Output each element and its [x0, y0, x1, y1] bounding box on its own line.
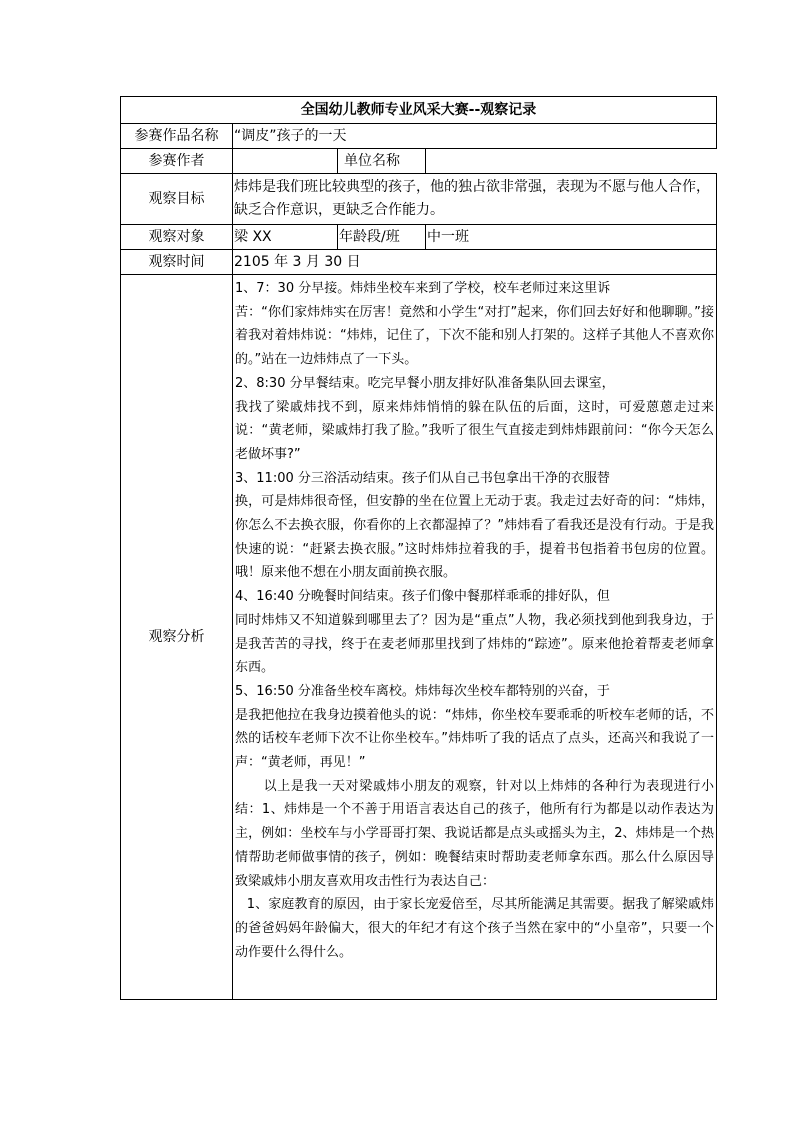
author-row — [121, 149, 717, 174]
subject-value: 梁 XX — [233, 225, 338, 250]
observation-record-sheet — [120, 96, 716, 1000]
subject-row — [121, 225, 717, 250]
analysis-paragraph: 1、7：30 分早接。炜炜坐校车来到了学校，校车老师过来这里诉 — [235, 281, 611, 296]
subject-label: 观察对象 — [121, 225, 233, 250]
analysis-paragraph: 2、8:30 分早餐结束。吃完早餐小朋友排好队准备集队回去课室， — [235, 375, 615, 391]
work-name-row — [121, 124, 717, 149]
goal-row — [121, 174, 717, 225]
work-name-value: “调皮”孩子的一天 — [233, 124, 717, 149]
time-row — [121, 250, 717, 275]
work-name-label: 参赛作品名称 — [121, 124, 233, 149]
goal-label: 观察目标 — [121, 174, 233, 225]
analysis-paragraph: 苦：“你们家炜炜实在厉害！竟然和小学生“对打”起来，你们回去好好和他聊聊。”接着我对着炜炜说：“炜炜，记住了，下次不能和别人打架的。这样子其他人不喜欢你的。”站在一边炜炜点了一下头。 — [235, 304, 714, 368]
analysis-paragraph: 是我把他拉在我身边摸着他头的说：“炜炜，你坐校车要乖乖的听校车老师的话，不然的话校车老师下次不让你坐校车。”炜炜听了我的话点了点头，还高兴和我说了一声：“黄老师，再见！” — [235, 707, 714, 771]
author-label: 参赛作者 — [121, 149, 233, 174]
grade-value: 中一班 — [426, 225, 717, 250]
analysis-paragraph: 3、11:00 分三浴活动结束。孩子们从自己书包拿出干净的衣服替 — [235, 470, 610, 486]
analysis-paragraph: 5、16:50 分准备坐校车离校。炜炜每次坐校车都特别的兴奋，于 — [235, 683, 610, 699]
analysis-reason: 1、家庭教育的原因，由于家长宠爱倍至，尽其所能满足其需要。据我了解梁戚炜的爸爸妈妈年龄偏大，很大的年纪才有这个孩子当然在家中的“小皇帝”，只要一个动作要什么得什么。 — [235, 897, 714, 960]
analysis-content — [233, 275, 717, 1000]
analysis-paragraph: 我找了梁戚炜找不到，原来炜炜悄悄的躲在队伍的后面，这时，可爱蒽蒽走过来说：“黄老师，梁戚炜打我了脸。”我听了很生气直接走到炜炜跟前问：“你今天怎么老做坏事?” — [235, 399, 714, 462]
unit-value — [426, 149, 717, 174]
analysis-label: 观察分析 — [121, 275, 233, 1000]
time-value: 2105 年 3 月 30 日 — [233, 250, 717, 275]
unit-label: 单位名称 — [338, 149, 426, 174]
analysis-paragraph: 4、16:40 分晚餐时间结束。孩子们像中餐那样乖乖的排好队，但 — [235, 589, 610, 605]
author-value — [233, 149, 338, 174]
record-title: 全国幼儿教师专业风采大赛--观察记录 — [121, 97, 717, 124]
analysis-row — [121, 275, 717, 1000]
goal-value: 炜炜是我们班比较典型的孩子，他的独占欲非常强，表现为不愿与他人合作，缺乏合作意识，更缺乏合作能力。 — [233, 174, 717, 225]
analysis-paragraph: 换，可是炜炜很奇怪，但安静的坐在位置上无动于衷。我走过去好奇的问：“炜炜，你怎么不去换衣服，你看你的上衣都湿掉了？”炜炜看了看我还是没有行动。于是我快速的说：“赶紧去换衣服。”这时炜炜拉着我的手，提着书包指着书包房的位置。哦！原来他不想在小朋友面前换衣服。 — [235, 494, 714, 581]
observation-table — [120, 96, 717, 1000]
time-label: 观察时间 — [121, 250, 233, 275]
title-row — [121, 97, 717, 124]
grade-label: 年龄段/班 — [338, 225, 426, 250]
analysis-paragraph: 同时炜炜又不知道躲到哪里去了？因为是“重点”人物，我必须找到他到我身边，于是我苦苦的寻找，终于在麦老师那里找到了炜炜的“踪迹”。原来他抢着帮麦老师拿东西。 — [235, 612, 714, 676]
analysis-summary: 以上是我一天对梁戚炜小朋友的观察，针对以上炜炜的各种行为表现进行小结：1、炜炜是一个不善于用语言表达自己的孩子，他所有行为都是以动作表达为主，例如：坐校车与小学哥哥打架、我说话都是点头或摇头为主，2、炜炜是一个热情帮助老师做事情的孩子，例如：晚餐结束时帮助麦老师拿东西。那么什么原因导致梁戚炜小朋友喜欢用攻击性行为表达自己： — [235, 778, 714, 889]
